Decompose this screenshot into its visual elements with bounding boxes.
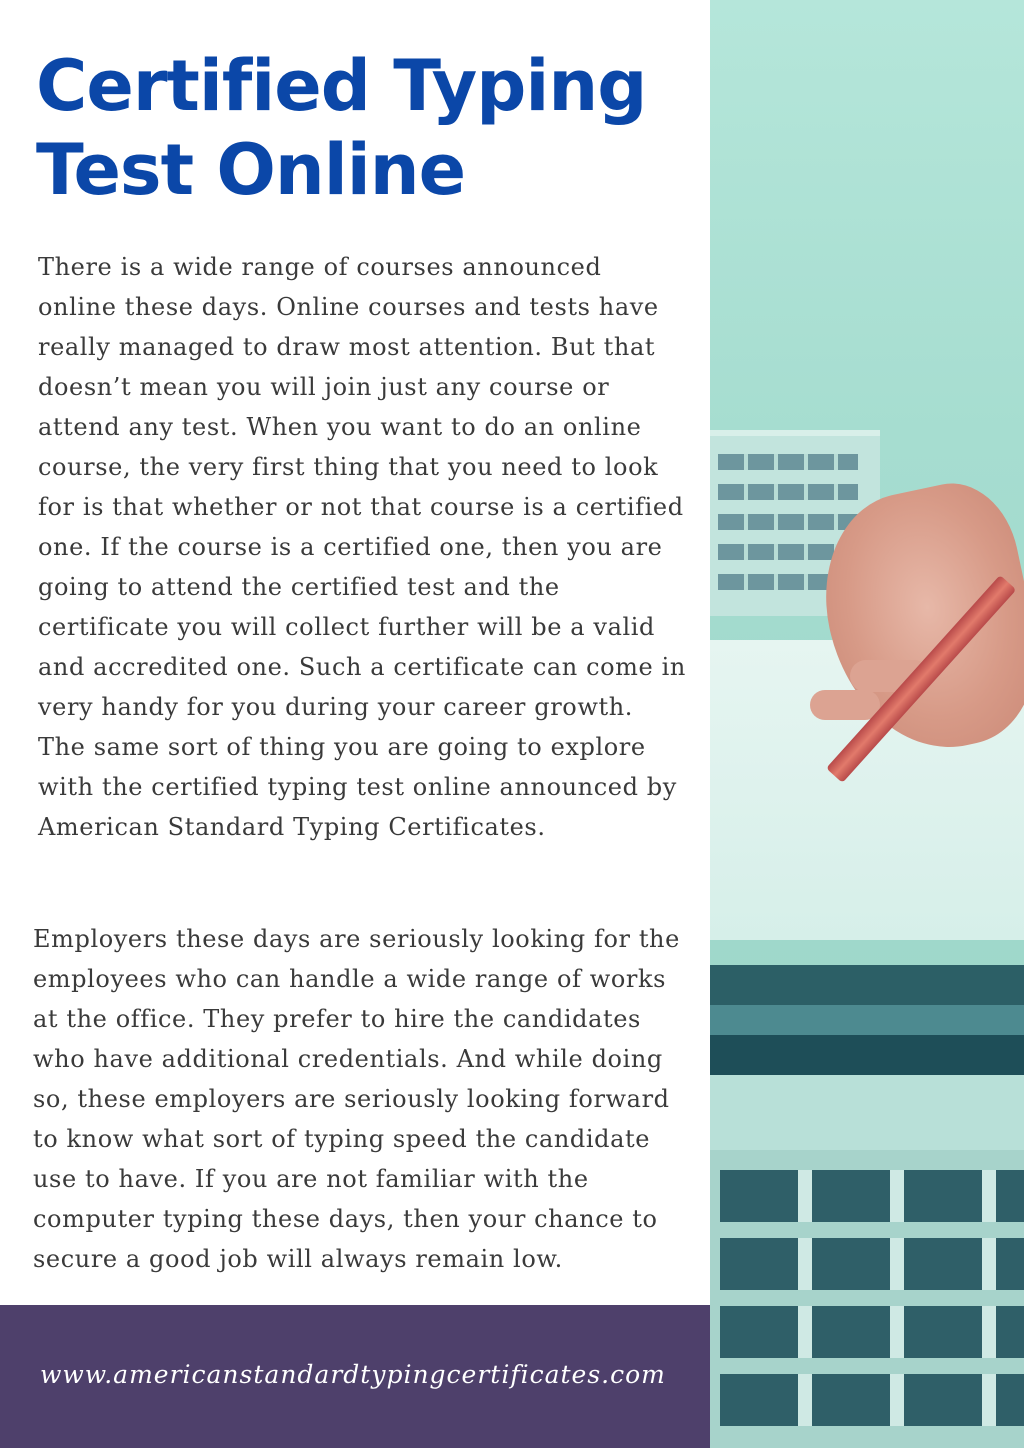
body-paragraph-1: There is a wide range of courses announced online these days. Online courses and tests have really managed to draw most attention. But that doesn’t mean you will join just any course or attend any test. When you want to do an online course, the very first thing that you need to look for is that whether or not that course is a certified one. If the course is a certified one, then you are going to attend the certified test and the certificate you will collect further will be a valid and accredited one. Such a certificate can come in very handy for you during your career growth. The same sort of thing you are going to explore with the certified typing test online announced by American Standard Typing Certificates.: [38, 253, 686, 841]
laptop-keys-row: [718, 514, 858, 530]
body-paragraph-2: Employers these days are seriously looking for the employees who can handle a wide range of works at the office. They prefer to hire the candidates who have additional credentials. And while doing so, these employers are seriously looking forward to know what sort of typing speed the candidate use to have. If you are not familiar with the computer typing these days, then your chance to secure a good job will always remain low.: [33, 925, 680, 1273]
keyboard-row: [720, 1238, 1024, 1290]
finger-shape: [810, 690, 880, 720]
website-link[interactable]: www.americanstandardtypingcertificates.com: [40, 1360, 666, 1389]
keyboard-foreground: [710, 1150, 1024, 1448]
book-stripe: [710, 1005, 1024, 1035]
laptop-keys-row: [718, 484, 858, 500]
hand-writing-photo: [710, 0, 1024, 1448]
keyboard-row: [720, 1306, 1024, 1358]
page-title: Certified Typing Test Online: [36, 45, 647, 211]
book-stripe: [710, 1035, 1024, 1075]
desk-surface: [710, 1075, 1024, 1150]
keyboard-row: [720, 1374, 1024, 1426]
book-stripe: [710, 965, 1024, 1005]
laptop-keys-row: [718, 454, 858, 470]
keyboard-row: [720, 1170, 1024, 1222]
